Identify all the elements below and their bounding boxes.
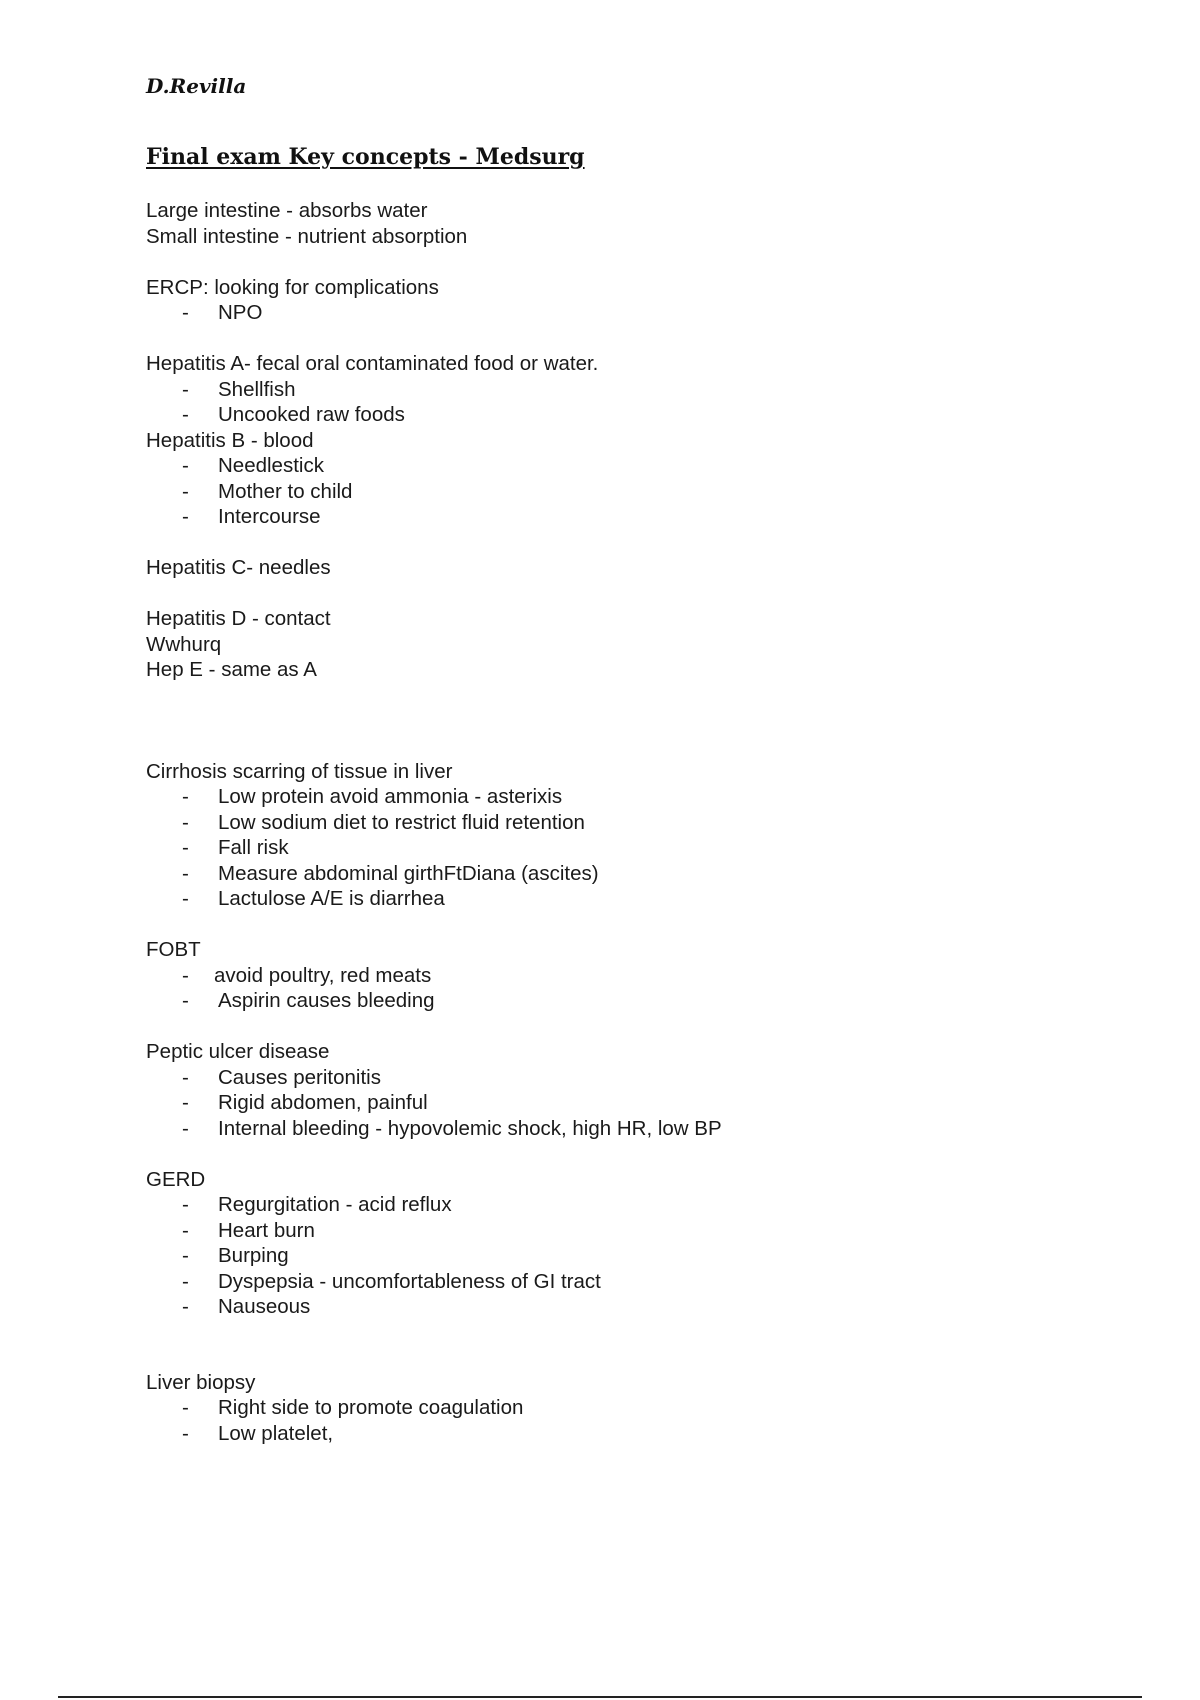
list-item: - Mother to child: [182, 479, 353, 503]
list-item: - Regurgitation - acid reflux: [182, 1193, 452, 1216]
bullet-dash: -: [182, 454, 189, 477]
list-item: - Right side to promote coagulation: [182, 1396, 524, 1419]
note-large-intestine: Large intestine - absorbs water: [146, 199, 428, 222]
bullet-list: [146, 453, 1126, 530]
bullet-dash: -: [182, 1116, 189, 1140]
section-heading: Liver biopsy: [146, 1370, 256, 1394]
section-liver-biopsy: [146, 1370, 1126, 1447]
section-hepatitis-e: [146, 657, 1126, 683]
list-item: - Nauseous: [182, 1295, 311, 1318]
section-peptic-ulcer: [146, 1039, 1126, 1141]
list-item: - Low sodium diet to restrict fluid retention: [182, 810, 585, 834]
document-body: [146, 198, 1126, 1446]
page-bottom-divider: [58, 1696, 1142, 1698]
bullet-dash: -: [182, 989, 189, 1012]
bullet-dash: -: [182, 377, 189, 401]
bullet-dash: -: [182, 836, 189, 859]
section-heading: FOBT: [146, 938, 201, 961]
bullet-list: [146, 1395, 1126, 1446]
bullet-dash: -: [182, 1396, 189, 1419]
bullet-dash: -: [182, 1065, 189, 1089]
section-heading: Hepatitis B - blood: [146, 428, 314, 452]
bullet-list: [146, 963, 1126, 1014]
bullet-dash: -: [182, 1269, 189, 1293]
list-item: - Low protein avoid ammonia - asterixis: [182, 785, 563, 808]
bullet-list: [146, 300, 1126, 326]
section-ercp: [146, 275, 1126, 326]
bullet-dash: -: [182, 505, 189, 528]
bullet-dash: -: [182, 785, 189, 808]
list-item: - Needlestick: [182, 454, 324, 477]
list-item: - Uncooked raw foods: [182, 403, 405, 426]
bullet-dash: -: [182, 810, 189, 834]
section-heading: Peptic ulcer disease: [146, 1040, 330, 1063]
bullet-list: [146, 784, 1126, 912]
list-item: - Dyspepsia - uncomfortableness of GI tract: [182, 1269, 601, 1293]
bullet-dash: -: [182, 1295, 189, 1318]
section-heading: Hepatitis C- needles: [146, 556, 331, 579]
bullet-dash: -: [182, 1244, 189, 1267]
list-item: - avoid poultry, red meats: [182, 963, 432, 987]
section-hepatitis-c: [146, 555, 1126, 581]
list-item: - Shellfish: [182, 377, 296, 401]
document-title: Final exam Key concepts - Medsurg: [146, 144, 585, 170]
list-item: - Heart burn: [182, 1218, 315, 1242]
note-small-intestine: Small intestine - nutrient absorption: [146, 224, 468, 248]
section-cirrhosis: [146, 759, 1126, 912]
bullet-dash: -: [182, 861, 189, 885]
list-item: - Lactulose A/E is diarrhea: [182, 887, 445, 910]
section-hepatitis-d: [146, 606, 1126, 657]
section-hepatitis-a: [146, 351, 1126, 428]
bullet-dash: -: [182, 887, 189, 910]
bullet-list: [146, 377, 1126, 428]
list-item: - Causes peritonitis: [182, 1065, 381, 1089]
note-text: Wwhurq: [146, 632, 222, 656]
section-fobt: [146, 937, 1126, 1014]
section-heading: Hepatitis D - contact: [146, 607, 331, 630]
bullet-dash: -: [182, 963, 189, 987]
section-heading: Hepatitis A- fecal oral contaminated food or water.: [146, 352, 599, 375]
section-gerd: [146, 1167, 1126, 1320]
bullet-dash: -: [182, 1193, 189, 1216]
list-item: - Low platelet,: [182, 1421, 334, 1445]
bullet-dash: -: [182, 1421, 189, 1445]
list-item: - Aspirin causes bleeding: [182, 989, 435, 1012]
bullet-dash: -: [182, 1091, 189, 1114]
list-item: - Burping: [182, 1244, 289, 1267]
list-item: - Measure abdominal girthFtDiana (ascites): [182, 861, 599, 885]
section-hepatitis-b: [146, 428, 1126, 530]
bullet-dash: -: [182, 403, 189, 426]
section-heading: ERCP: looking for complications: [146, 275, 439, 299]
list-item: - Fall risk: [182, 836, 289, 859]
bullet-list: [146, 1192, 1126, 1320]
list-item: - Internal bleeding - hypovolemic shock, high HR, low BP: [182, 1116, 722, 1140]
bullet-dash: -: [182, 1218, 189, 1242]
list-item: - NPO: [182, 301, 263, 324]
bullet-dash: -: [182, 301, 189, 324]
section-heading: Hep E - same as A: [146, 658, 317, 681]
list-item: - Intercourse: [182, 505, 321, 528]
bullet-dash: -: [182, 479, 189, 503]
section-heading: Cirrhosis scarring of tissue in liver: [146, 759, 453, 783]
section-heading: GERD: [146, 1167, 206, 1191]
author-name: D.Revilla: [146, 74, 247, 98]
bullet-list: [146, 1065, 1126, 1142]
list-item: - Rigid abdomen, painful: [182, 1091, 428, 1114]
